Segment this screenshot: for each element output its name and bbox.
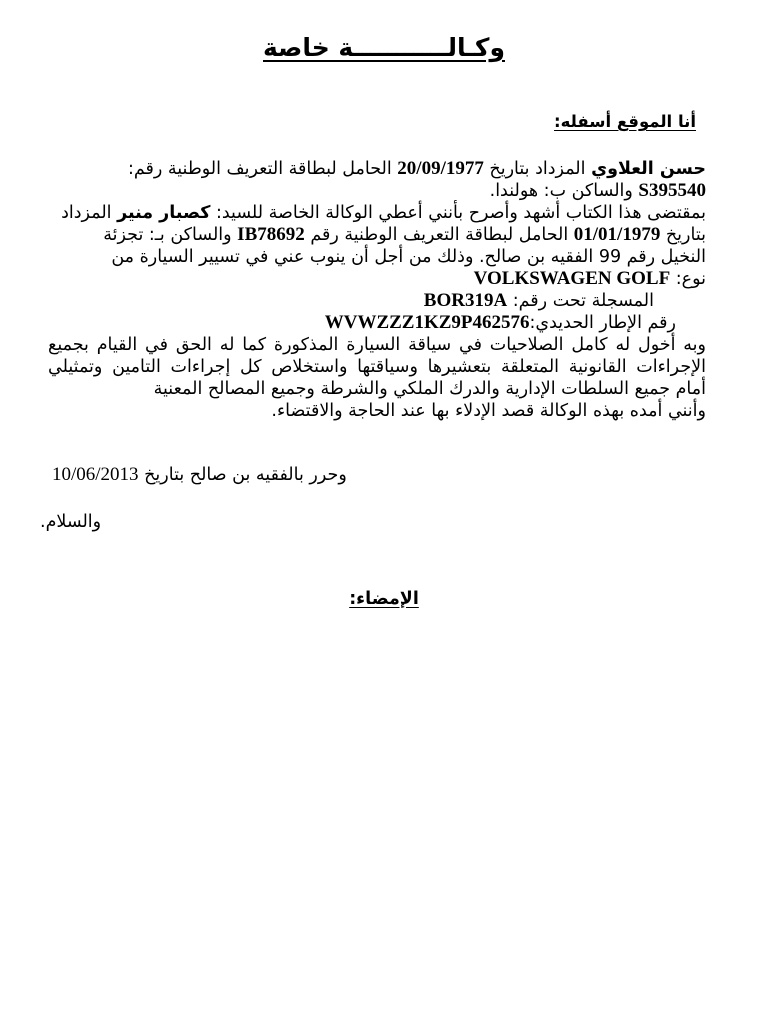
line-8: رقم الإطار الحديدي:WVWZZZ1KZ9P462576 (324, 312, 676, 333)
salutation: والسلام. (40, 512, 102, 532)
line-1: حسن العلاوي المزداد بتاريخ 20/09/1977 الحامل لبطاقة التعريف الوطنية رقم: (127, 158, 706, 179)
line-4: بتاريخ 01/01/1979 الحامل لبطاقة التعريف الوطنية رقم IB78692 والساكن بـ: تجزئة (103, 224, 706, 245)
line-9: وبه أخول له كامل الصلاحيات في سياقة السيارة المذكورة كما له الحق في القيام بجميع (48, 335, 706, 355)
line-5: النخيل رقم 99 الفقيه بن صالح. وذلك من أجل أن ينوب عني في تسيير السيارة من (111, 247, 706, 267)
signatory-heading: أنا الموقع أسفله: (554, 112, 696, 131)
agent-id: IB78692 (237, 224, 305, 245)
dateline: وحرر بالفقيه بن صالح بتاريخ 10/06/2013 (52, 464, 347, 485)
grantor-birth-date: 20/09/1977 (397, 158, 484, 179)
line-12: وأنني أمده بهذه الوكالة قصد الإدلاء بها عند الحاجة والاقتضاء. (271, 401, 706, 421)
line-10: الإجراءات القانونية المتعلقة بتعشيرها وسياقتها واستخلاص كل إجراءات التامين وتمثيلي (48, 357, 706, 377)
signature-label: الإمضاء: (349, 589, 419, 609)
document-title: وكـالـــــــــــة خاصة (263, 33, 505, 62)
grantor-name: حسن العلاوي (591, 159, 706, 179)
grantor-id: S395540 (638, 180, 706, 201)
agent-birth-date: 01/01/1979 (573, 224, 661, 245)
line-7: المسجلة تحت رقم: BOR319A (423, 290, 654, 311)
line-3: بمقتضى هذا الكتاب أشهد وأصرح بأنني أعطي الوكالة الخاصة للسيد: كصبار منير المزداد (61, 203, 706, 223)
vehicle-type: VOLKSWAGEN GOLF (473, 268, 671, 289)
agent-name: كصبار منير (117, 203, 211, 223)
document-body (48, 158, 706, 422)
chassis-number: WVWZZZ1KZ9P462576 (324, 312, 530, 333)
line-2: S395540 والساكن ب: هولندا. (489, 180, 706, 201)
registration-number: BOR319A (423, 290, 508, 311)
line-11: أمام جميع السلطات الإدارية والدرك الملكي والشرطة وجميع المصالح المعنية (153, 379, 706, 399)
document-date: 10/06/2013 (52, 464, 139, 485)
line-6: نوع: VOLKSWAGEN GOLF (473, 268, 706, 289)
